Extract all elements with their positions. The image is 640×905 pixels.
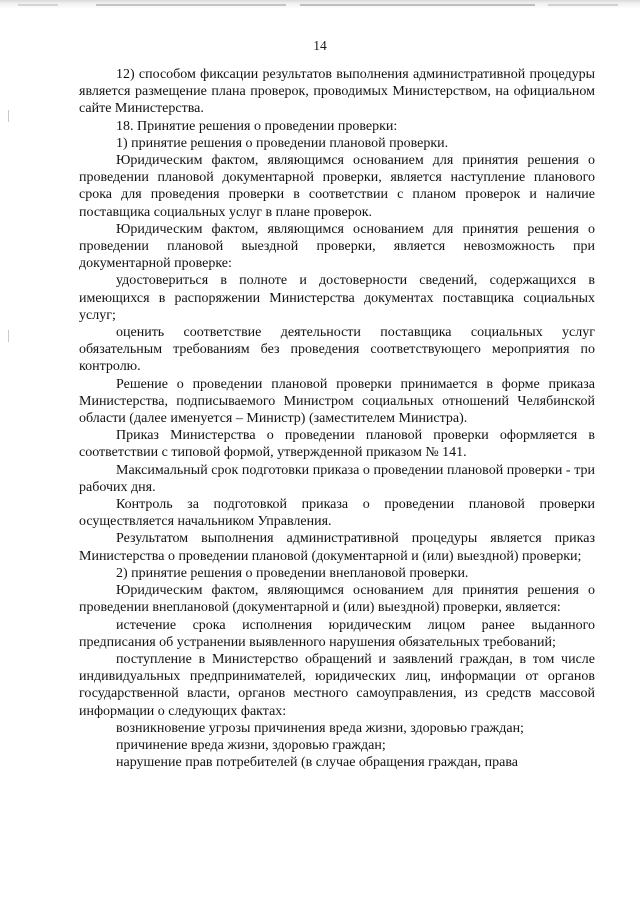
paragraph: поступление в Министерство обращений и заявлений граждан, в том числе индивидуальных предпринимателей, юридических лиц, информации от органов государственной власти, органов местного самоуправления, из средств массовой информации о следующих фактах: [79,651,595,719]
paragraph: Максимальный срок подготовки приказа о проведении плановой проверки - три рабочих дня. [79,462,595,495]
scan-artifact [18,4,58,6]
paragraph: Приказ Министерства о проведении плановой проверки оформляется в соответствии с типовой формой, утвержденной приказом № 141. [79,428,595,461]
document-body [79,66,595,771]
paragraph: Юридическим фактом, являющимся основанием для принятия решения о проведении плановой документарной проверки, является наступление планового срока для проведения проверки в соответствии с планом проверок и наличие поставщика социальных услуг в плане проверок. [79,153,595,220]
paragraph: 18. Принятие решения о проведении проверки: [116,118,398,134]
paragraph: удостовериться в полноте и достоверности сведений, содержащихся в имеющихся в распоряжении Министерства документах поставщика социальных услуг; [79,273,595,323]
scan-artifact [300,4,535,6]
scan-artifact [96,4,286,6]
paragraph: 12) способом фиксации результатов выполнения административной процедуры является размещение плана проверок, проводимых Министерством, на официальном сайте Министерства. [79,67,595,117]
scan-artifact [8,110,9,122]
paragraph: Юридическим фактом, являющимся основанием для принятия решения о проведении внеплановой (документарной и (или) выездной) проверки, является: [79,583,595,616]
paragraph: возникновение угрозы причинения вреда жизни, здоровью граждан; [116,720,524,736]
paragraph: истечение срока исполнения юридическим лицом ранее выданного предписания об устранении выявленного нарушения обязательных требований; [79,617,595,650]
scan-artifact [548,4,618,6]
paragraph: 1) принятие решения о проведении плановой проверки. [116,135,449,151]
paragraph: Юридическим фактом, являющимся основанием для принятия решения о проведении плановой выездной проверки, является невозможность при документарной проверке: [79,221,595,272]
page-number: 14 [313,38,327,53]
paragraph: Решение о проведении плановой проверки принимается в форме приказа Министерства, подписываемого Министром социальных отношений Челябинской области (далее именуется – Министр) (заместителем Министра). [79,376,595,427]
scan-artifact [8,330,9,342]
paragraph: нарушение прав потребителей (в случае обращения граждан, права [116,755,518,771]
paragraph: 2) принятие решения о проведении внеплановой проверки. [116,565,469,581]
paragraph: Контроль за подготовкой приказа о проведении плановой проверки осуществляется начальником Управления. [79,497,595,530]
paragraph: причинение вреда жизни, здоровью граждан; [116,737,386,753]
paragraph: оценить соответствие деятельности поставщика социальных услуг обязательным требованиям без проведения соответствующего мероприятия по контролю. [79,325,595,375]
paragraph: Результатом выполнения административной процедуры является приказ Министерства о проведении плановой (документарной и (или) выездной) проверки; [79,531,595,564]
